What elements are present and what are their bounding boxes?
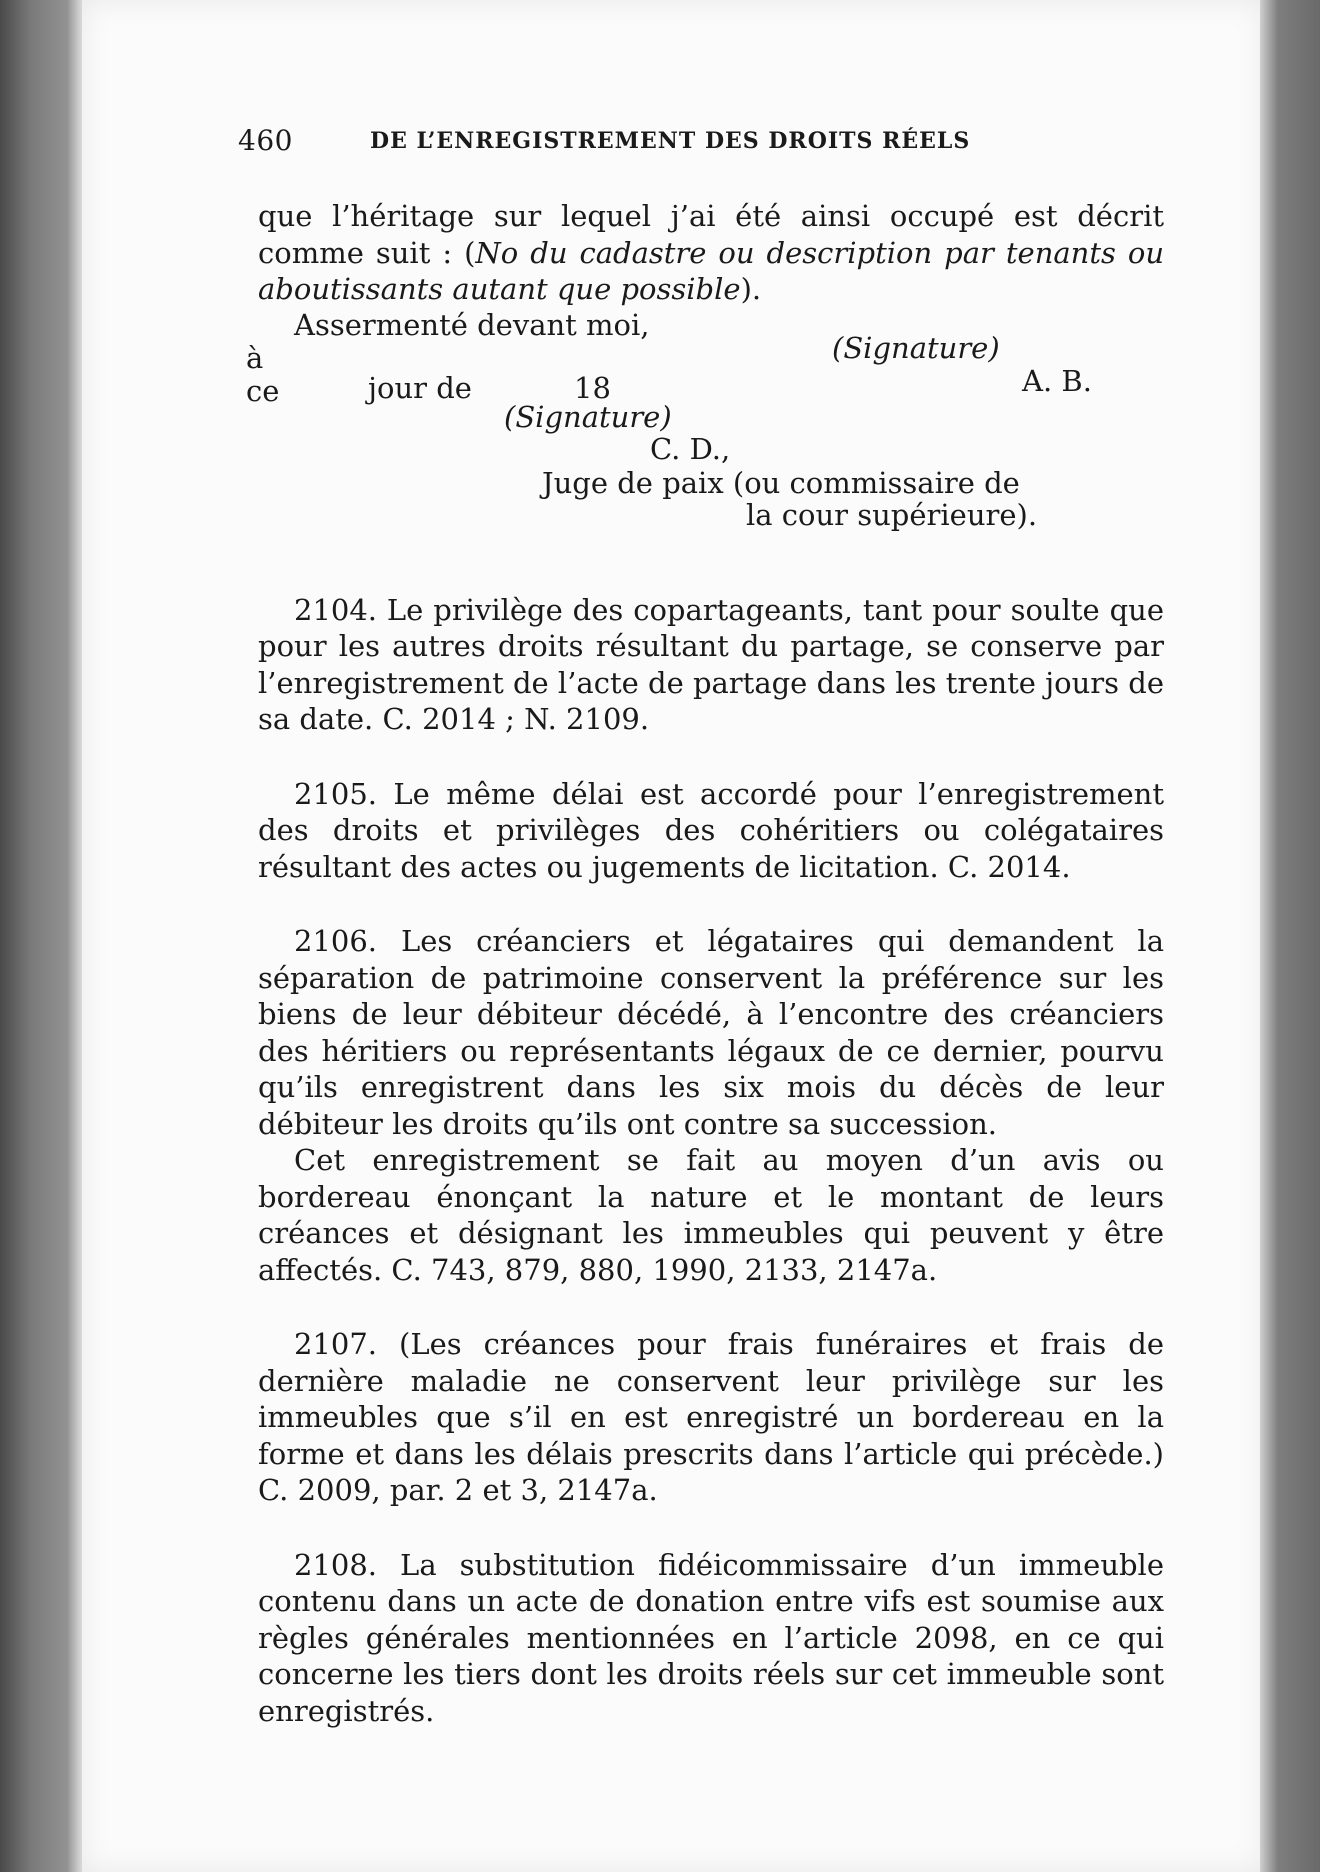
article-2106-paragraph-2: Cet enregistrement se fait au moyen d’un avis ou bordereau énonçant la nature et le montant de leurs créances et désignant les immeubles qui peuvent y être affectés. C. 743, 879, 880, 1990, 2133, 2147a. [258, 1143, 1164, 1287]
page-content [238, 120, 1164, 1729]
facing-page-edge [1260, 0, 1320, 1872]
article-2106: 2106. Les créanciers et légataires qui demandent la séparation de patrimoine conservent la préférence sur les biens de leur débiteur décédé, à l’encontre des créanciers des héritiers ou représentants légaux de ce dernier, pourvu qu’ils enregistrent dans les six mois du décès de leur débiteur les droits qu’ils ont contre sa succession. [258, 924, 1164, 1141]
form-description-line [258, 198, 1164, 308]
signature-label-1: (Signature) [832, 330, 1000, 365]
running-head [238, 120, 1164, 164]
sworn-before-me: Assermenté devant moi, [294, 307, 650, 342]
day-of-label: jour de [368, 370, 472, 405]
article-2104: 2104. Le privilège des copartageants, tant pour soulte que pour les autres droits résultant du partage, se conserve par l’enregistrement de l’acte de partage dans les trente jours de sa date. C. 2014 ; N. 2109. [258, 592, 1164, 736]
day-label: ce [246, 373, 280, 408]
article-2105: 2105. Le même délai est accordé pour l’enregistrement des droits et privilèges des cohéritiers ou colégataires résultant des actes ou jugements de licitation. C. 2014. [258, 776, 1164, 884]
place-label: à [246, 340, 264, 375]
year-label: 18 [574, 370, 611, 405]
signatory-ab: A. B. [1022, 363, 1092, 398]
justice-of-peace-line: Juge de paix (ou commissaire de [542, 465, 1020, 500]
affidavit-form [246, 307, 1164, 554]
form-lead-text: que l’héritage sur lequel j’ai été ainsi occupé est décrit comme suit : ( [258, 199, 1164, 270]
signature-label-2: (Signature) [504, 399, 672, 434]
article-2107: 2107. (Les créances pour frais funéraires et frais de dernière maladie ne conservent leur privilège sur les immeubles que s’il en est enregistré un bordereau en la forme et dans les délais prescrits dans l’article qui précède.) C. 2009, par. 2 et 3, 2147a. [258, 1327, 1164, 1507]
form-lead-italic: No du cadastre ou description par tenants ou aboutissants autant que possible [258, 235, 1164, 306]
page-number: 460 [238, 124, 293, 157]
article-2108: 2108. La substitution fidéicommissaire d’un immeuble contenu dans un acte de donation entre vifs est soumise aux règles générales mentionnées en l’article 2098, en ce qui concerne les tiers dont les droits réels sur cet immeuble sont enregistrés. [258, 1547, 1164, 1728]
form-lead-close: ). [740, 272, 762, 306]
superior-court-line: la cour supérieure). [746, 497, 1038, 532]
running-title: DE L’ENREGISTREMENT DES DROITS RÉELS [370, 128, 971, 154]
signatory-cd: C. D., [650, 431, 731, 466]
